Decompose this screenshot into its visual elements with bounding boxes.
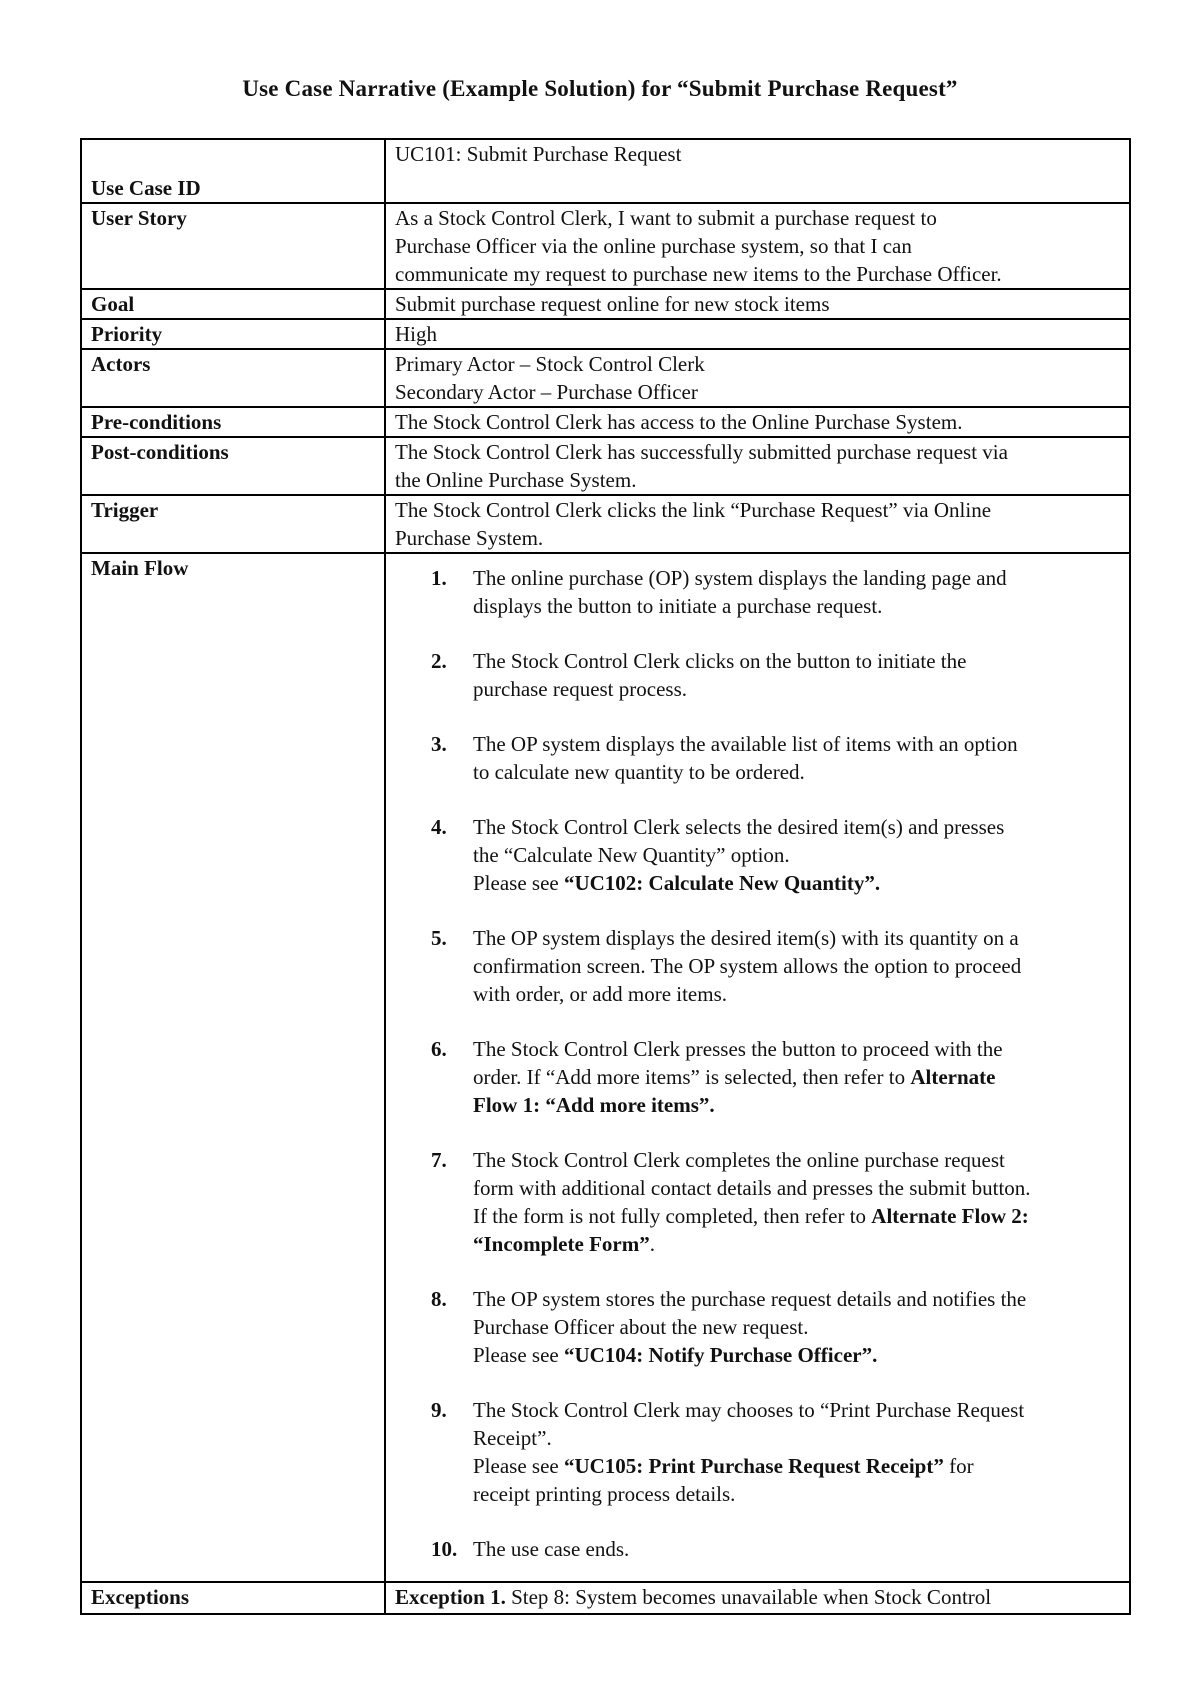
text-line: to calculate new quantity to be ordered. [473, 760, 805, 784]
flow-step [431, 564, 1121, 620]
value-trigger [385, 495, 1130, 553]
row-trigger [81, 495, 1130, 553]
text-line: The Stock Control Clerk presses the button to proceed with the [473, 1037, 1003, 1061]
value-use-case-id: UC101: Submit Purchase Request [385, 139, 1130, 203]
text-line: communicate my request to purchase new items to the Purchase Officer. [395, 262, 1002, 286]
text-line: confirmation screen. The OP system allows the option to proceed [473, 954, 1022, 978]
exception-number: Exception 1. [395, 1585, 506, 1609]
text-fragment: If the form is not fully completed, then refer to [473, 1204, 872, 1228]
flow-step [431, 924, 1121, 1008]
text-line: receipt printing process details. [473, 1482, 736, 1506]
row-user-story [81, 203, 1130, 289]
use-case-table [80, 138, 1131, 1615]
text-line: The Stock Control Clerk clicks the link “Purchase Request” via Online [395, 498, 992, 522]
flow-step [431, 647, 1121, 703]
text-fragment: . [649, 1232, 655, 1256]
step-number: 10. [431, 1537, 458, 1561]
text-line: The OP system displays the desired item(s) with its quantity on a [473, 926, 1019, 950]
text-line: As a Stock Control Clerk, I want to submit a purchase request to [395, 206, 937, 230]
label-trigger: Trigger [81, 495, 385, 553]
text-line: The OP system stores the purchase request details and notifies the [473, 1287, 1027, 1311]
flow-step [431, 730, 1121, 786]
text-line: The online purchase (OP) system displays the landing page and [473, 566, 1007, 590]
text-line: The OP system displays the available list of items with an option [473, 732, 1018, 756]
reference-alternate-flow-2: Alternate Flow 2: [871, 1204, 1029, 1228]
row-main-flow [81, 553, 1130, 1582]
reference-uc104: “UC104: Notify Purchase Officer”. [563, 1343, 878, 1367]
reference-alternate-flow-1: Alternate [910, 1065, 996, 1089]
text-line: Purchase System. [395, 526, 544, 550]
value-postconditions [385, 437, 1130, 495]
exception-text: Step 8: System becomes unavailable when Stock Control [505, 1585, 992, 1609]
step-number: 4. [431, 815, 447, 839]
flow-step [431, 1535, 1121, 1563]
see-reference-line [473, 1452, 1121, 1480]
step-number: 2. [431, 649, 447, 673]
see-prefix: Please see [473, 871, 564, 895]
text-line: Purchase Officer about the new request. [473, 1315, 809, 1339]
text-line: with order, or add more items. [473, 982, 728, 1006]
see-reference-line [473, 1341, 1121, 1369]
text-line: Purchase Officer via the online purchase system, so that I can [395, 234, 912, 258]
page-title: Use Case Narrative (Example Solution) for “Submit Purchase Request” [242, 76, 958, 101]
value-actors [385, 349, 1130, 407]
see-prefix: Please see [473, 1343, 564, 1367]
reference-uc102: “UC102: Calculate New Quantity”. [563, 871, 881, 895]
label-postconditions: Post-conditions [81, 437, 385, 495]
text-line: Primary Actor – Stock Control Clerk [395, 352, 705, 376]
value-priority: High [385, 319, 1130, 349]
label-user-story: User Story [81, 203, 385, 289]
reference-uc105: “UC105: Print Purchase Request Receipt” [563, 1454, 944, 1478]
text-line [473, 1063, 1121, 1091]
see-reference-line [473, 869, 1121, 897]
text-fragment: order. If “Add more items” is selected, then refer to [473, 1065, 911, 1089]
step-number: 5. [431, 926, 447, 950]
text-line: The Stock Control Clerk clicks on the button to initiate the [473, 649, 967, 673]
step-number: 3. [431, 732, 447, 756]
flow-step [431, 1035, 1121, 1119]
text-line [473, 1202, 1121, 1230]
value-goal: Submit purchase request online for new stock items [385, 289, 1130, 319]
text-line: the “Calculate New Quantity” option. [473, 843, 790, 867]
label-preconditions: Pre-conditions [81, 407, 385, 437]
row-postconditions [81, 437, 1130, 495]
step-number: 8. [431, 1287, 447, 1311]
row-priority [81, 319, 1130, 349]
value-main-flow [385, 553, 1130, 1582]
label-exceptions: Exceptions [81, 1582, 385, 1614]
text-line: purchase request process. [473, 677, 687, 701]
text-line: displays the button to initiate a purchase request. [473, 594, 883, 618]
flow-step [431, 1285, 1121, 1369]
main-flow-steps [395, 554, 1121, 1581]
see-prefix: Please see [473, 1454, 564, 1478]
flow-step [431, 1396, 1121, 1508]
label-use-case-id: Use Case ID [81, 139, 385, 203]
row-preconditions [81, 407, 1130, 437]
text-line [473, 1230, 1121, 1258]
text-line: the Online Purchase System. [395, 468, 637, 492]
row-actors [81, 349, 1130, 407]
text-line: The use case ends. [473, 1537, 630, 1561]
label-main-flow: Main Flow [81, 553, 385, 1582]
value-user-story [385, 203, 1130, 289]
row-exceptions [81, 1582, 1130, 1614]
step-number: 9. [431, 1398, 447, 1422]
row-goal [81, 289, 1130, 319]
label-actors: Actors [81, 349, 385, 407]
text-line: The Stock Control Clerk selects the desired item(s) and presses [473, 815, 1005, 839]
reference-alternate-flow-1-title: Flow 1: “Add more items”. [473, 1093, 715, 1117]
text-line: Receipt”. [473, 1426, 552, 1450]
row-use-case-id [81, 139, 1130, 203]
value-preconditions: The Stock Control Clerk has access to the Online Purchase System. [385, 407, 1130, 437]
step-number: 6. [431, 1037, 447, 1061]
see-suffix: for [943, 1454, 974, 1478]
text-line: The Stock Control Clerk has successfully submitted purchase request via [395, 440, 1008, 464]
label-priority: Priority [81, 319, 385, 349]
step-number: 7. [431, 1148, 447, 1172]
label-goal: Goal [81, 289, 385, 319]
text-line: The Stock Control Clerk completes the online purchase request [473, 1148, 1005, 1172]
flow-step [431, 1146, 1121, 1258]
flow-step [431, 813, 1121, 897]
text-line: Secondary Actor – Purchase Officer [395, 380, 698, 404]
reference-alternate-flow-2-title: “Incomplete Form” [473, 1232, 650, 1256]
value-exceptions [385, 1582, 1130, 1614]
text-line: form with additional contact details and presses the submit button. [473, 1176, 1031, 1200]
text-line: The Stock Control Clerk may chooses to “Print Purchase Request [473, 1398, 1025, 1422]
step-number: 1. [431, 566, 447, 590]
